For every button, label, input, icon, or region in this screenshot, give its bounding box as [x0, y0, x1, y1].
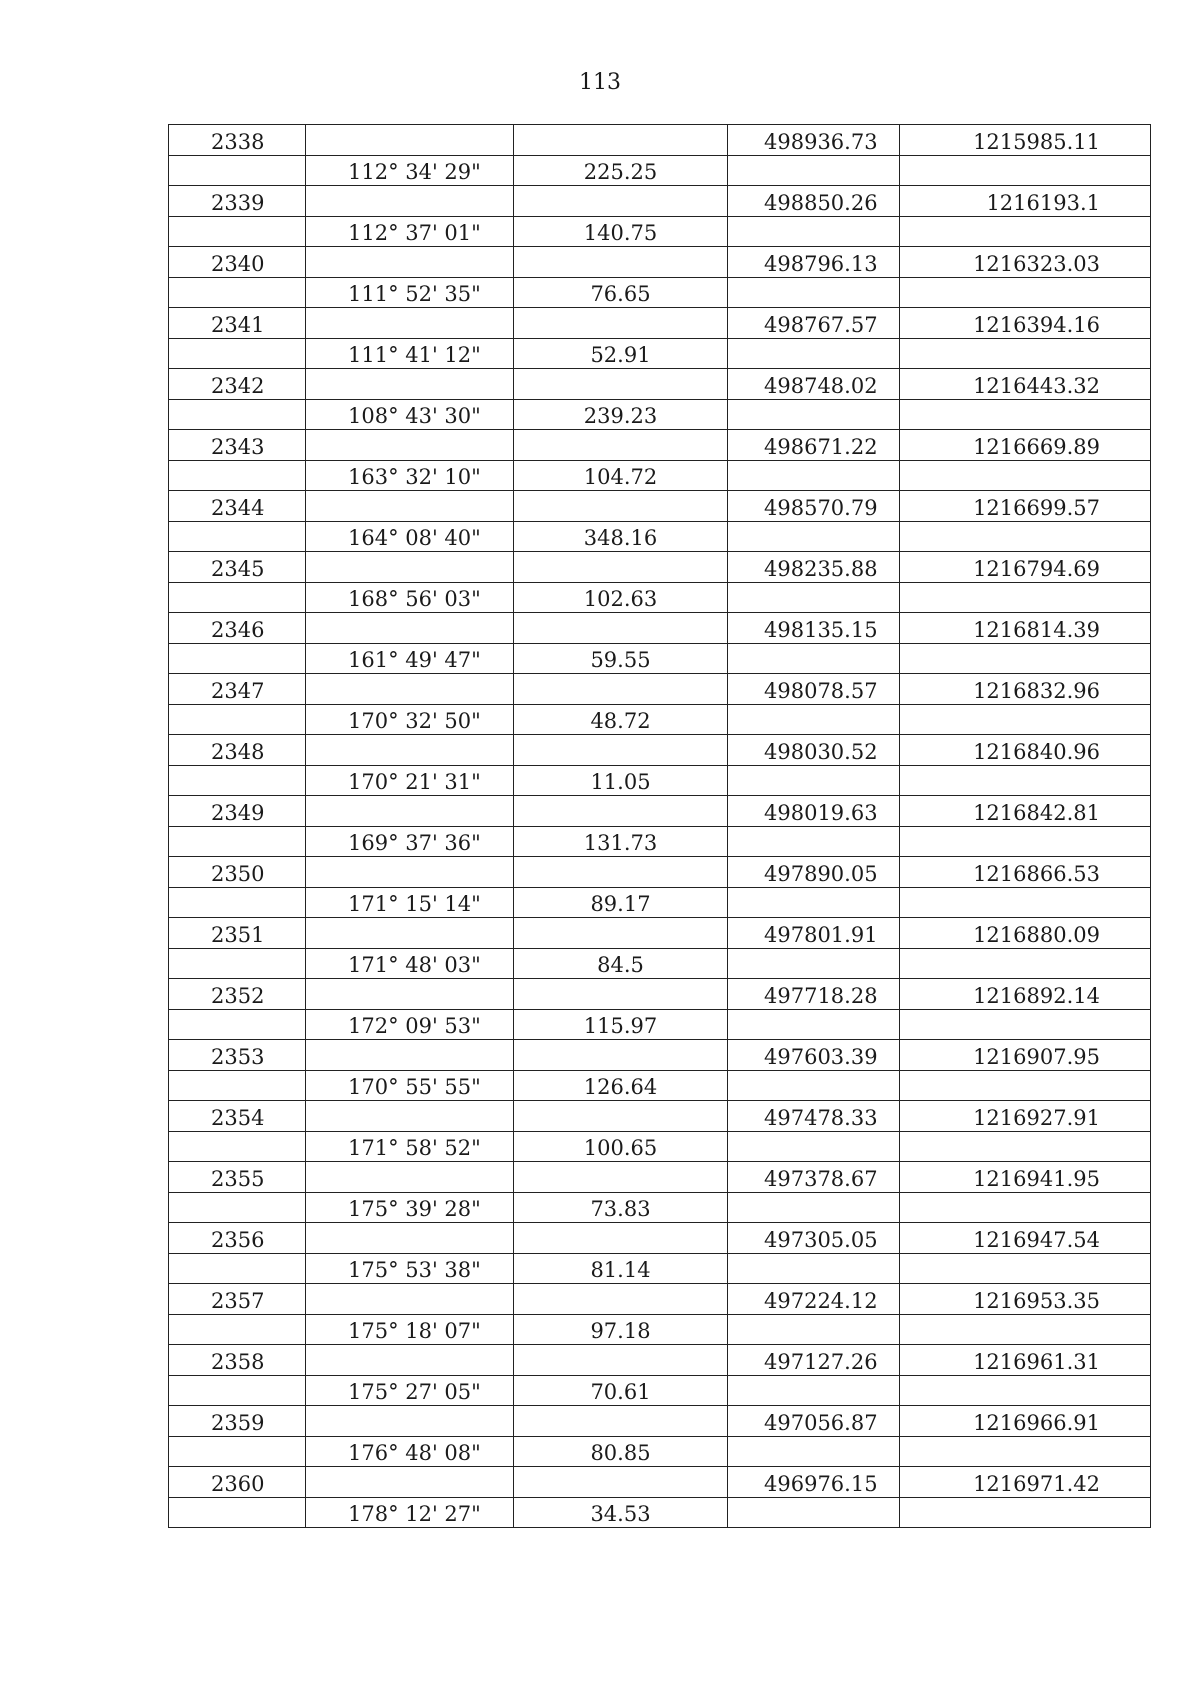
bearing-cell: 176° 48' 08" [306, 1436, 514, 1467]
leg-row [169, 582, 1151, 613]
leg-row [169, 216, 1151, 247]
leg-row [169, 948, 1151, 979]
empty-bearing-cell [306, 1406, 514, 1437]
easting-cell: 1216966.91 [900, 1406, 1151, 1437]
empty-easting-cell [900, 887, 1151, 918]
empty-easting-cell [900, 948, 1151, 979]
station-row [169, 308, 1151, 339]
distance-cell: 59.55 [514, 643, 728, 674]
leg-row [169, 887, 1151, 918]
empty-bearing-cell [306, 430, 514, 461]
northing-cell: 498135.15 [728, 613, 900, 644]
empty-station-cell [169, 887, 306, 918]
empty-northing-cell [728, 887, 900, 918]
bearing-cell: 171° 58' 52" [306, 1131, 514, 1162]
distance-cell: 140.75 [514, 216, 728, 247]
empty-northing-cell [728, 277, 900, 308]
station-id-cell: 2360 [169, 1467, 306, 1498]
empty-easting-cell [900, 1192, 1151, 1223]
empty-northing-cell [728, 1436, 900, 1467]
distance-cell: 126.64 [514, 1070, 728, 1101]
empty-northing-cell [728, 399, 900, 430]
station-id-cell: 2352 [169, 979, 306, 1010]
empty-northing-cell [728, 1375, 900, 1406]
easting-cell: 1216927.91 [900, 1101, 1151, 1132]
station-id-cell: 2350 [169, 857, 306, 888]
easting-cell: 1216866.53 [900, 857, 1151, 888]
bearing-cell: 175° 39' 28" [306, 1192, 514, 1223]
station-row [169, 1223, 1151, 1254]
empty-bearing-cell [306, 796, 514, 827]
station-id-cell: 2339 [169, 186, 306, 217]
empty-station-cell [169, 1375, 306, 1406]
empty-distance-cell [514, 1101, 728, 1132]
distance-cell: 131.73 [514, 826, 728, 857]
empty-bearing-cell [306, 735, 514, 766]
station-row [169, 1406, 1151, 1437]
bearing-cell: 170° 55' 55" [306, 1070, 514, 1101]
station-id-cell: 2338 [169, 125, 306, 156]
station-row [169, 369, 1151, 400]
easting-cell: 1216971.42 [900, 1467, 1151, 1498]
empty-northing-cell [728, 1192, 900, 1223]
empty-easting-cell [900, 399, 1151, 430]
empty-bearing-cell [306, 491, 514, 522]
bearing-cell: 171° 48' 03" [306, 948, 514, 979]
distance-cell: 70.61 [514, 1375, 728, 1406]
bearing-cell: 170° 21' 31" [306, 765, 514, 796]
northing-cell: 498570.79 [728, 491, 900, 522]
empty-distance-cell [514, 369, 728, 400]
empty-easting-cell [900, 1314, 1151, 1345]
northing-cell: 498796.13 [728, 247, 900, 278]
distance-cell: 239.23 [514, 399, 728, 430]
distance-cell: 102.63 [514, 582, 728, 613]
easting-cell: 1216941.95 [900, 1162, 1151, 1193]
empty-station-cell [169, 582, 306, 613]
empty-distance-cell [514, 613, 728, 644]
empty-station-cell [169, 1192, 306, 1223]
distance-cell: 48.72 [514, 704, 728, 735]
empty-northing-cell [728, 948, 900, 979]
empty-distance-cell [514, 186, 728, 217]
northing-cell: 498850.26 [728, 186, 900, 217]
empty-distance-cell [514, 125, 728, 156]
empty-station-cell [169, 277, 306, 308]
empty-bearing-cell [306, 857, 514, 888]
empty-easting-cell [900, 1375, 1151, 1406]
station-id-cell: 2354 [169, 1101, 306, 1132]
station-row [169, 735, 1151, 766]
station-row [169, 491, 1151, 522]
easting-cell: 1216880.09 [900, 918, 1151, 949]
empty-distance-cell [514, 674, 728, 705]
station-row [169, 247, 1151, 278]
empty-distance-cell [514, 1040, 728, 1071]
easting-cell: 1216814.39 [900, 613, 1151, 644]
bearing-cell: 169° 37' 36" [306, 826, 514, 857]
station-row [169, 430, 1151, 461]
station-row [169, 857, 1151, 888]
easting-cell: 1216961.31 [900, 1345, 1151, 1376]
leg-row [169, 277, 1151, 308]
easting-cell: 1216907.95 [900, 1040, 1151, 1071]
northing-cell: 498019.63 [728, 796, 900, 827]
empty-northing-cell [728, 826, 900, 857]
easting-cell: 1216947.54 [900, 1223, 1151, 1254]
bearing-cell: 175° 18' 07" [306, 1314, 514, 1345]
bearing-cell: 111° 41' 12" [306, 338, 514, 369]
leg-row [169, 399, 1151, 430]
leg-row [169, 1131, 1151, 1162]
leg-row [169, 1314, 1151, 1345]
station-row [169, 1162, 1151, 1193]
leg-row [169, 338, 1151, 369]
bearing-cell: 178° 12' 27" [306, 1497, 514, 1528]
leg-row [169, 1375, 1151, 1406]
station-id-cell: 2342 [169, 369, 306, 400]
empty-distance-cell [514, 1345, 728, 1376]
bearing-cell: 171° 15' 14" [306, 887, 514, 918]
empty-northing-cell [728, 216, 900, 247]
easting-cell: 1216699.57 [900, 491, 1151, 522]
empty-easting-cell [900, 1436, 1151, 1467]
empty-easting-cell [900, 338, 1151, 369]
empty-distance-cell [514, 1162, 728, 1193]
distance-cell: 225.25 [514, 155, 728, 186]
distance-cell: 100.65 [514, 1131, 728, 1162]
empty-easting-cell [900, 826, 1151, 857]
station-id-cell: 2345 [169, 552, 306, 583]
empty-bearing-cell [306, 674, 514, 705]
empty-station-cell [169, 826, 306, 857]
empty-distance-cell [514, 857, 728, 888]
empty-easting-cell [900, 643, 1151, 674]
page-number: 113 [579, 70, 621, 95]
empty-distance-cell [514, 979, 728, 1010]
leg-row [169, 765, 1151, 796]
bearing-cell: 108° 43' 30" [306, 399, 514, 430]
empty-northing-cell [728, 1070, 900, 1101]
empty-easting-cell [900, 460, 1151, 491]
empty-northing-cell [728, 765, 900, 796]
leg-row [169, 1436, 1151, 1467]
bearing-cell: 112° 34' 29" [306, 155, 514, 186]
easting-cell: 1216193.1 [900, 186, 1151, 217]
northing-cell: 498235.88 [728, 552, 900, 583]
station-row [169, 125, 1151, 156]
northing-cell: 497305.05 [728, 1223, 900, 1254]
empty-station-cell [169, 155, 306, 186]
empty-distance-cell [514, 1223, 728, 1254]
station-id-cell: 2343 [169, 430, 306, 461]
station-row [169, 1040, 1151, 1071]
northing-cell: 498936.73 [728, 125, 900, 156]
empty-station-cell [169, 704, 306, 735]
empty-distance-cell [514, 552, 728, 583]
empty-station-cell [169, 338, 306, 369]
empty-bearing-cell [306, 1345, 514, 1376]
empty-bearing-cell [306, 125, 514, 156]
empty-distance-cell [514, 1467, 728, 1498]
easting-cell: 1216394.16 [900, 308, 1151, 339]
easting-cell: 1216892.14 [900, 979, 1151, 1010]
leg-row [169, 1009, 1151, 1040]
bearing-cell: 163° 32' 10" [306, 460, 514, 491]
northing-cell: 497801.91 [728, 918, 900, 949]
station-id-cell: 2348 [169, 735, 306, 766]
empty-distance-cell [514, 491, 728, 522]
empty-station-cell [169, 948, 306, 979]
easting-cell: 1216832.96 [900, 674, 1151, 705]
empty-northing-cell [728, 582, 900, 613]
easting-cell: 1216443.32 [900, 369, 1151, 400]
northing-cell: 498030.52 [728, 735, 900, 766]
bearing-cell: 175° 27' 05" [306, 1375, 514, 1406]
empty-northing-cell [728, 1497, 900, 1528]
empty-bearing-cell [306, 1040, 514, 1071]
empty-distance-cell [514, 918, 728, 949]
empty-northing-cell [728, 1314, 900, 1345]
empty-bearing-cell [306, 1467, 514, 1498]
empty-bearing-cell [306, 247, 514, 278]
empty-distance-cell [514, 247, 728, 278]
empty-distance-cell [514, 308, 728, 339]
bearing-cell: 112° 37' 01" [306, 216, 514, 247]
leg-row [169, 704, 1151, 735]
northing-cell: 498767.57 [728, 308, 900, 339]
leg-row [169, 155, 1151, 186]
bearing-cell: 175° 53' 38" [306, 1253, 514, 1284]
empty-northing-cell [728, 1131, 900, 1162]
leg-row [169, 521, 1151, 552]
distance-cell: 76.65 [514, 277, 728, 308]
bearing-cell: 170° 32' 50" [306, 704, 514, 735]
empty-northing-cell [728, 521, 900, 552]
empty-station-cell [169, 643, 306, 674]
empty-station-cell [169, 1497, 306, 1528]
leg-row [169, 643, 1151, 674]
empty-station-cell [169, 216, 306, 247]
survey-coordinates-table [168, 124, 1151, 1528]
easting-cell: 1216953.35 [900, 1284, 1151, 1315]
empty-easting-cell [900, 155, 1151, 186]
station-id-cell: 2341 [169, 308, 306, 339]
northing-cell: 497224.12 [728, 1284, 900, 1315]
station-id-cell: 2359 [169, 1406, 306, 1437]
easting-cell: 1216842.81 [900, 796, 1151, 827]
empty-easting-cell [900, 1497, 1151, 1528]
leg-row [169, 1192, 1151, 1223]
empty-easting-cell [900, 704, 1151, 735]
station-id-cell: 2349 [169, 796, 306, 827]
easting-cell: 1216794.69 [900, 552, 1151, 583]
empty-bearing-cell [306, 1101, 514, 1132]
leg-row [169, 1497, 1151, 1528]
empty-bearing-cell [306, 308, 514, 339]
easting-cell: 1216323.03 [900, 247, 1151, 278]
northing-cell: 497603.39 [728, 1040, 900, 1071]
distance-cell: 11.05 [514, 765, 728, 796]
station-row [169, 613, 1151, 644]
empty-station-cell [169, 1009, 306, 1040]
leg-row [169, 1253, 1151, 1284]
distance-cell: 73.83 [514, 1192, 728, 1223]
empty-station-cell [169, 1253, 306, 1284]
distance-cell: 52.91 [514, 338, 728, 369]
empty-bearing-cell [306, 369, 514, 400]
leg-row [169, 460, 1151, 491]
empty-distance-cell [514, 1284, 728, 1315]
northing-cell: 497890.05 [728, 857, 900, 888]
northing-cell: 497378.67 [728, 1162, 900, 1193]
empty-bearing-cell [306, 1162, 514, 1193]
northing-cell: 497478.33 [728, 1101, 900, 1132]
empty-station-cell [169, 521, 306, 552]
empty-bearing-cell [306, 613, 514, 644]
station-row [169, 1284, 1151, 1315]
station-id-cell: 2346 [169, 613, 306, 644]
empty-station-cell [169, 399, 306, 430]
empty-northing-cell [728, 155, 900, 186]
empty-northing-cell [728, 460, 900, 491]
empty-easting-cell [900, 765, 1151, 796]
station-id-cell: 2358 [169, 1345, 306, 1376]
bearing-cell: 172° 09' 53" [306, 1009, 514, 1040]
empty-bearing-cell [306, 979, 514, 1010]
easting-cell: 1216669.89 [900, 430, 1151, 461]
empty-station-cell [169, 1131, 306, 1162]
empty-distance-cell [514, 1406, 728, 1437]
empty-easting-cell [900, 582, 1151, 613]
station-id-cell: 2347 [169, 674, 306, 705]
station-row [169, 796, 1151, 827]
empty-station-cell [169, 1436, 306, 1467]
empty-bearing-cell [306, 1284, 514, 1315]
empty-bearing-cell [306, 186, 514, 217]
station-row [169, 186, 1151, 217]
distance-cell: 89.17 [514, 887, 728, 918]
station-id-cell: 2357 [169, 1284, 306, 1315]
station-id-cell: 2356 [169, 1223, 306, 1254]
distance-cell: 104.72 [514, 460, 728, 491]
northing-cell: 497718.28 [728, 979, 900, 1010]
empty-distance-cell [514, 430, 728, 461]
northing-cell: 498078.57 [728, 674, 900, 705]
station-row [169, 1467, 1151, 1498]
empty-easting-cell [900, 521, 1151, 552]
empty-station-cell [169, 765, 306, 796]
easting-cell: 1216840.96 [900, 735, 1151, 766]
station-row [169, 918, 1151, 949]
empty-bearing-cell [306, 552, 514, 583]
empty-station-cell [169, 1070, 306, 1101]
station-id-cell: 2353 [169, 1040, 306, 1071]
station-row [169, 674, 1151, 705]
empty-bearing-cell [306, 918, 514, 949]
empty-easting-cell [900, 1253, 1151, 1284]
station-id-cell: 2340 [169, 247, 306, 278]
bearing-cell: 164° 08' 40" [306, 521, 514, 552]
leg-row [169, 1070, 1151, 1101]
empty-northing-cell [728, 704, 900, 735]
distance-cell: 97.18 [514, 1314, 728, 1345]
station-id-cell: 2355 [169, 1162, 306, 1193]
empty-easting-cell [900, 277, 1151, 308]
empty-station-cell [169, 460, 306, 491]
bearing-cell: 168° 56' 03" [306, 582, 514, 613]
northing-cell: 497127.26 [728, 1345, 900, 1376]
distance-cell: 81.14 [514, 1253, 728, 1284]
empty-bearing-cell [306, 1223, 514, 1254]
empty-northing-cell [728, 643, 900, 674]
station-id-cell: 2344 [169, 491, 306, 522]
distance-cell: 115.97 [514, 1009, 728, 1040]
empty-easting-cell [900, 1070, 1151, 1101]
bearing-cell: 111° 52' 35" [306, 277, 514, 308]
station-id-cell: 2351 [169, 918, 306, 949]
northing-cell: 496976.15 [728, 1467, 900, 1498]
empty-easting-cell [900, 1009, 1151, 1040]
bearing-cell: 161° 49' 47" [306, 643, 514, 674]
northing-cell: 498748.02 [728, 369, 900, 400]
distance-cell: 348.16 [514, 521, 728, 552]
empty-station-cell [169, 1314, 306, 1345]
northing-cell: 498671.22 [728, 430, 900, 461]
distance-cell: 34.53 [514, 1497, 728, 1528]
empty-distance-cell [514, 735, 728, 766]
empty-northing-cell [728, 1253, 900, 1284]
distance-cell: 80.85 [514, 1436, 728, 1467]
table-body [169, 125, 1151, 1528]
easting-cell: 1215985.11 [900, 125, 1151, 156]
empty-northing-cell [728, 338, 900, 369]
leg-row [169, 826, 1151, 857]
empty-distance-cell [514, 796, 728, 827]
station-row [169, 1101, 1151, 1132]
station-row [169, 979, 1151, 1010]
empty-northing-cell [728, 1009, 900, 1040]
distance-cell: 84.5 [514, 948, 728, 979]
empty-easting-cell [900, 1131, 1151, 1162]
station-row [169, 1345, 1151, 1376]
northing-cell: 497056.87 [728, 1406, 900, 1437]
station-row [169, 552, 1151, 583]
empty-easting-cell [900, 216, 1151, 247]
